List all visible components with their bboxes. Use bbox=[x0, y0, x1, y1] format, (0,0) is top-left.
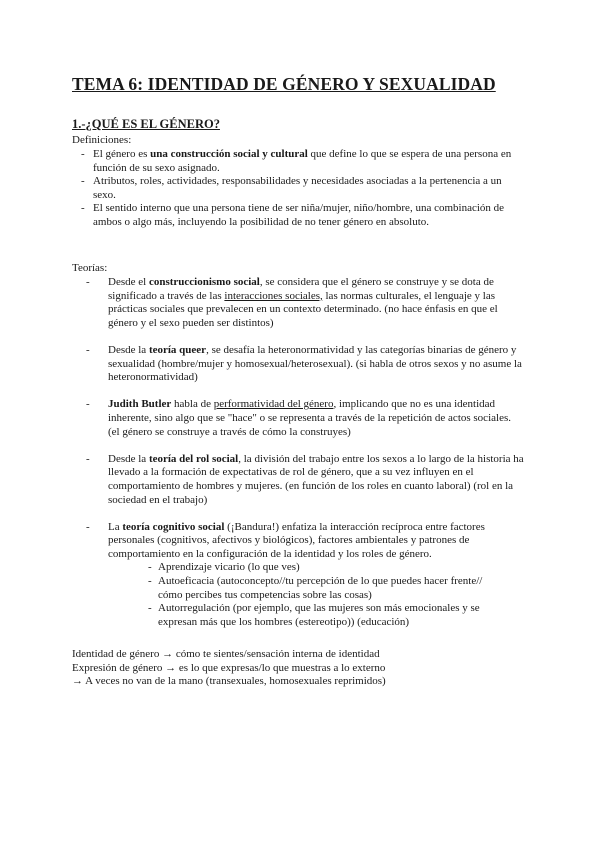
theory-text: La bbox=[108, 520, 123, 533]
note-line: Expresión de género → es lo que expresas/lo que muestras a lo externo bbox=[72, 661, 386, 674]
theory-item bbox=[72, 344, 524, 385]
definition-text: Atributos, roles, actividades, responsabilidades y necesidades asociadas a la pertenencia a un sexo. bbox=[93, 175, 502, 201]
definition-item bbox=[76, 202, 524, 229]
theory-text: Desde el bbox=[108, 276, 149, 288]
list-dash: - bbox=[86, 276, 90, 288]
theory-text: las normas culturales, el lenguaje y las prácticas sociales que prevalecen en un contexto determinado. (no hace énfasis en que el género y el sexo pueden ser distintos) bbox=[108, 289, 498, 329]
theory-item bbox=[72, 521, 524, 630]
theory-item bbox=[72, 276, 524, 330]
note-line: → A veces no van de la mano (transexuales, homosexuales reprimidos) bbox=[72, 675, 386, 688]
definitions-label: Definiciones: bbox=[72, 134, 132, 146]
definition-text: El sentido interno que una persona tiene de ser niña/mujer, niño/hombre, una combinación de ambos o algo más, incluyendo la posibilidad de no tener género en absoluto. bbox=[93, 202, 505, 228]
list-dash: - bbox=[148, 561, 152, 574]
theory-text: , se desafía la heteronormatividad y las categorías binarias de género y sexualidad (hombre/mujer y homosexual/heterosexual). (si habla de otros sexos y no asume la heteronormatividad) bbox=[108, 343, 522, 384]
theory-text: (¡Bandura!) enfatiza la interacción recíproca entre factores personales (cognitivos, afectivos y biológicos), factores ambientales y patrones de comportamiento en la configuración de la identidad y los roles de género. bbox=[108, 520, 485, 560]
theory-sublist bbox=[108, 561, 524, 629]
sublist-item bbox=[108, 602, 524, 629]
theory-name: teoría queer bbox=[148, 343, 207, 356]
list-dash: - bbox=[86, 398, 90, 411]
list-dash: - bbox=[81, 202, 85, 215]
sublist-item bbox=[108, 575, 524, 602]
theory-name: teoría del rol social bbox=[148, 452, 239, 465]
definition-item bbox=[76, 175, 524, 202]
note-line: Identidad de género → cómo te sientes/sensación interna de identidad bbox=[72, 648, 380, 660]
list-dash: - bbox=[81, 175, 85, 188]
sublist-text: Autorregulación (por ejemplo, que las mujeres son más emocionales y se expresan más que los hombres (estereotipo)) (educación) bbox=[158, 602, 480, 628]
theory-text: Desde la bbox=[108, 452, 149, 465]
sublist-text: Autoeficacia (autoconcepto//tu percepción de lo que puedes hacer frente// cómo percibes tus competencias sobre las cosas) bbox=[158, 575, 483, 601]
list-dash: - bbox=[86, 520, 90, 533]
definitions-list bbox=[76, 148, 524, 230]
theory-text: Desde la bbox=[108, 343, 149, 356]
theory-text: , implicando que no es una identidad inherente, sino algo que se "hace" o se representa a través de la repetición de actos sociales. (el género se construye a través de cómo la construyes) bbox=[108, 398, 511, 438]
theory-underlined: performatividad del género bbox=[213, 398, 334, 411]
theories-list bbox=[72, 276, 524, 643]
theory-name: teoría cognitivo social bbox=[122, 520, 225, 533]
notes-block bbox=[72, 648, 386, 689]
theory-text: , se considera que el género se construye y se dota de significado a través de las bbox=[108, 276, 494, 302]
document-title: TEMA 6: IDENTIDAD DE GÉNERO Y SEXUALIDAD bbox=[72, 74, 496, 94]
theory-text: , la división del trabajo entre los sexos a lo largo de la historia ha llevado a la formación de expectativas de rol de género, que a su vez influyen en el comportamiento de hombres y mujeres. (en función de los roles en cuanto laboral) (rol en la sociedad en el trabajo) bbox=[108, 452, 524, 506]
section-heading: 1.-¿QUÉ ES EL GÉNERO? bbox=[72, 117, 220, 131]
theories-label: Teorías: bbox=[72, 262, 108, 274]
definition-text: que define lo que se espera de una persona en función de su sexo asignado. bbox=[93, 148, 512, 174]
sublist-item bbox=[108, 561, 524, 575]
theory-item bbox=[72, 398, 524, 439]
theory-text: habla de bbox=[171, 398, 214, 411]
definition-text: El género es bbox=[93, 148, 151, 160]
list-dash: - bbox=[148, 575, 152, 588]
definition-item bbox=[76, 148, 524, 175]
list-dash: - bbox=[86, 343, 90, 356]
theory-underlined: interacciones sociales, bbox=[224, 289, 323, 302]
list-dash: - bbox=[86, 452, 90, 465]
list-dash: - bbox=[148, 602, 152, 615]
theory-name: Judith Butler bbox=[108, 398, 172, 411]
theory-item bbox=[72, 453, 524, 507]
definition-emphasis: una construcción social y cultural bbox=[150, 148, 308, 160]
theory-name: construccionismo social bbox=[148, 276, 260, 288]
sublist-text: Aprendizaje vicario (lo que ves) bbox=[158, 561, 300, 574]
list-dash: - bbox=[81, 148, 85, 160]
